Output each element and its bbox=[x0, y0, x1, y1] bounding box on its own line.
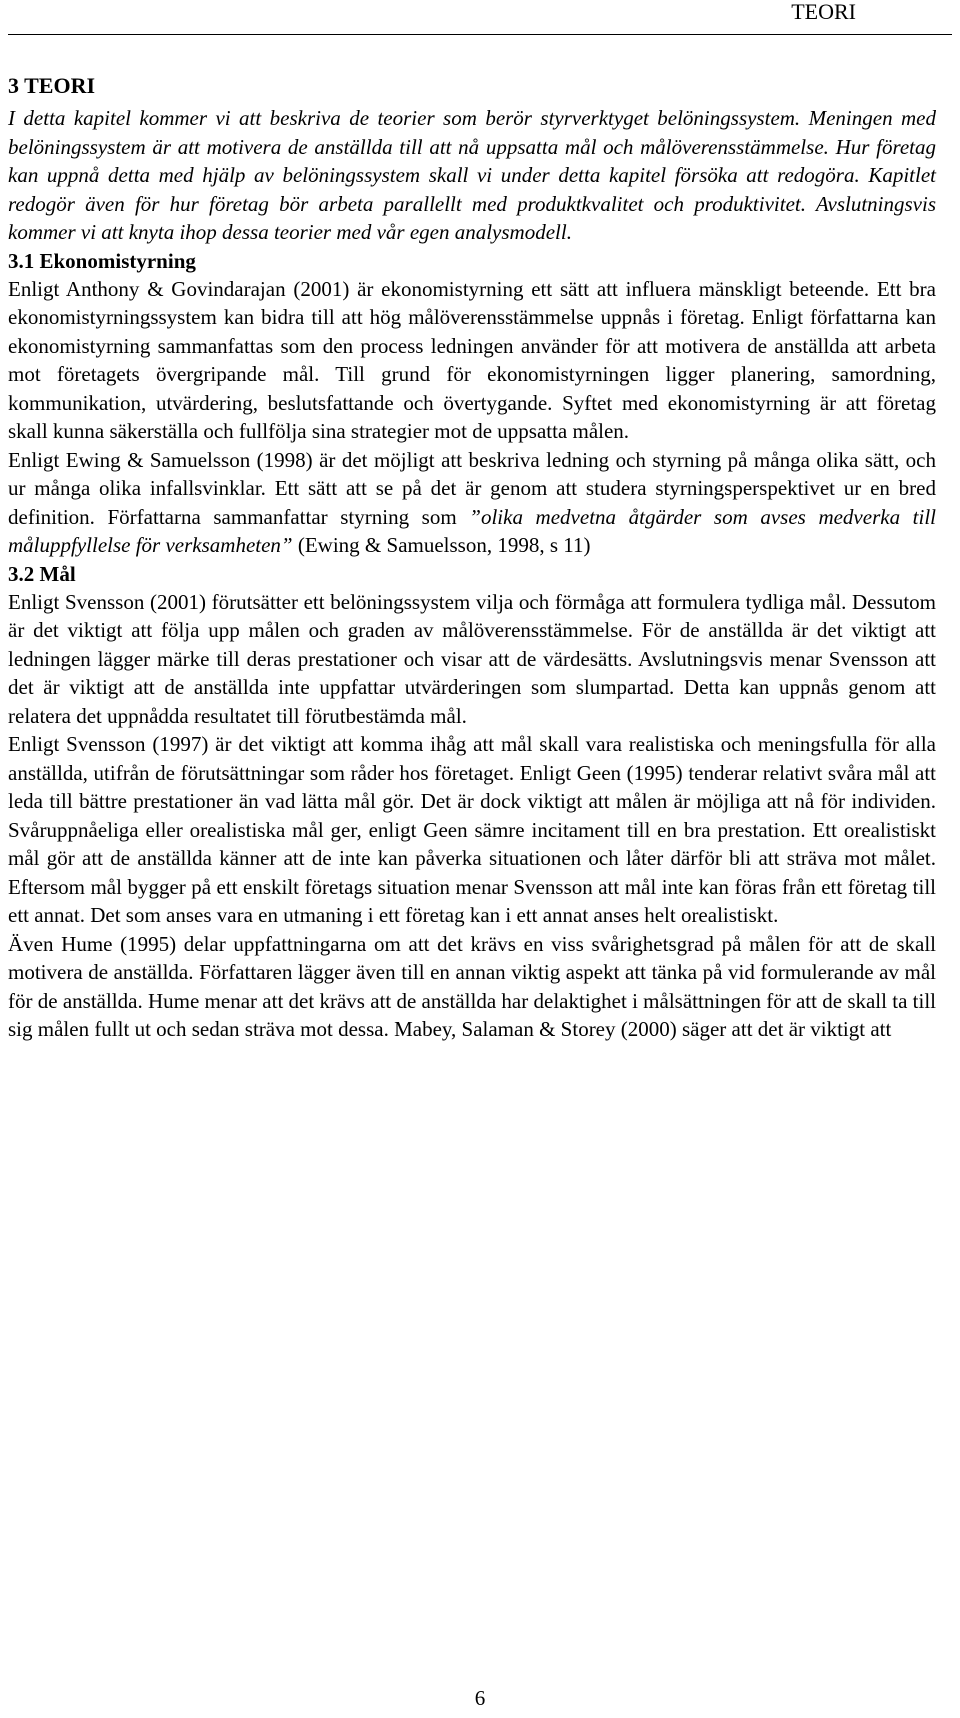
section-3-1-paragraph-1: Enligt Anthony & Govindarajan (2001) är ekonomistyrning ett sätt att influera mänskligt beteende. Ett bra ekonomistyrningssystem kan bidra till att hög målöverensstämmelse uppnås i företag. Enligt författarna kan ekonomistyrning sammanfattas som den process ledningen använder för att motivera de anställda att arbeta mot företagets övergripande mål. Till grund för ekonomistyrningen ligger planering, samordning, kommunikation, utvärdering, beslutsfattande och övertygande. Syftet med ekonomistyrning är att företag skall kunna säkerställa och fullfölja sina strategier mot de uppsatta målen. bbox=[8, 276, 936, 443]
running-header-title: TEORI bbox=[791, 0, 856, 24]
definition-quote: ”olika medvetna åtgärder som avses medverka till måluppfyllelse för verksamheten” bbox=[8, 504, 936, 557]
page-content bbox=[8, 68, 936, 1044]
paragraph-text: Enligt Ewing & Samuelsson (1998) är det möjligt att beskriva ledning och styrning på många olika sätt, och ur många olika infallsvinklar. Ett sätt att se på det är genom att studera styrningsperspektivet ur en bred definition. Författarna sammanfattar styrning som bbox=[8, 447, 936, 529]
section-3-2-paragraph-2: Enligt Svensson (1997) är det viktigt att komma ihåg att mål skall vara realistiska och meningsfulla för alla anställda, utifrån de förutsättningar som råder hos företaget. Enligt Geen (1995) tenderar relativt svåra mål att leda till bättre prestationer än vad lätta mål gör. Det är dock viktigt att målen är möjliga att nå för individen. Svåruppnåeliga eller orealistiska mål ger, enligt Geen sämre incitament till en bra prestation. Ett orealistiskt mål gör att de anställda känner att de inte kan påverka situationen och låter därför bli att sträva mot målet. Eftersom mål bygger på ett enskilt företags situation menar Svensson att mål inte kan föras från ett företag till ett annat. Det som anses vara en utmaning i ett företag kan i ett annat anses helt orealistiskt. bbox=[8, 732, 936, 927]
section-3-2-title: 3.2 Mål bbox=[8, 561, 76, 586]
section-3-1-title: 3.1 Ekonomistyrning bbox=[8, 248, 196, 273]
section-3-2-paragraph-1: Enligt Svensson (2001) förutsätter ett belöningssystem vilja och förmåga att formulera tydliga mål. Dessutom är det viktigt att följa upp målen och graden av målöverensstämmelse. För de anställda är det viktigt att ledningen lägger märke till deras prestationer och visar att de värdesätts. Avslutningsvis menar Svensson att det är viktigt att de anställda inte uppfattar utvärderingen som slumpartad. Detta kan uppnås genom att relatera det uppnådda resultatet till förutbestämda mål. bbox=[8, 589, 936, 728]
chapter-intro: I detta kapitel kommer vi att beskriva de teorier som berör styrverktyget belöningssystem. Meningen med belöningssystem är att motivera de anställda till att nå uppsatta mål och målöverensstämmelse. Hur företag kan uppnå detta med hjälp av belöningssystem skall vi under detta kapitel försöka att redogöra. Kapitlet redogör även för hur företag bör arbeta parallellt med produktkvalitet och produktivitet. Avslutningsvis kommer vi att knyta ihop dessa teorier med vår egen analysmodell. bbox=[8, 106, 936, 244]
running-header bbox=[8, 0, 952, 35]
chapter-title: 3 TEORI bbox=[8, 73, 96, 98]
page-number: 6 bbox=[474, 1686, 486, 1710]
section-3-1-paragraph-2 bbox=[8, 446, 936, 560]
section-3-2-paragraph-3: Även Hume (1995) delar uppfattningarna om att det krävs en viss svårighetsgrad på målen för att de skall motivera de anställda. Författaren lägger även till en annan viktig aspekt att tänka på vid formulerande av mål för de anställda. Hume menar att det krävs att de anställda har delaktighet i målsättningen för att de skall ta till sig målen fullt ut och sedan sträva mot dessa. Mabey, Salaman & Storey (2000) säger att det är viktigt att bbox=[8, 931, 936, 1041]
citation: (Ewing & Samuelsson, 1998, s 11) bbox=[292, 533, 591, 557]
